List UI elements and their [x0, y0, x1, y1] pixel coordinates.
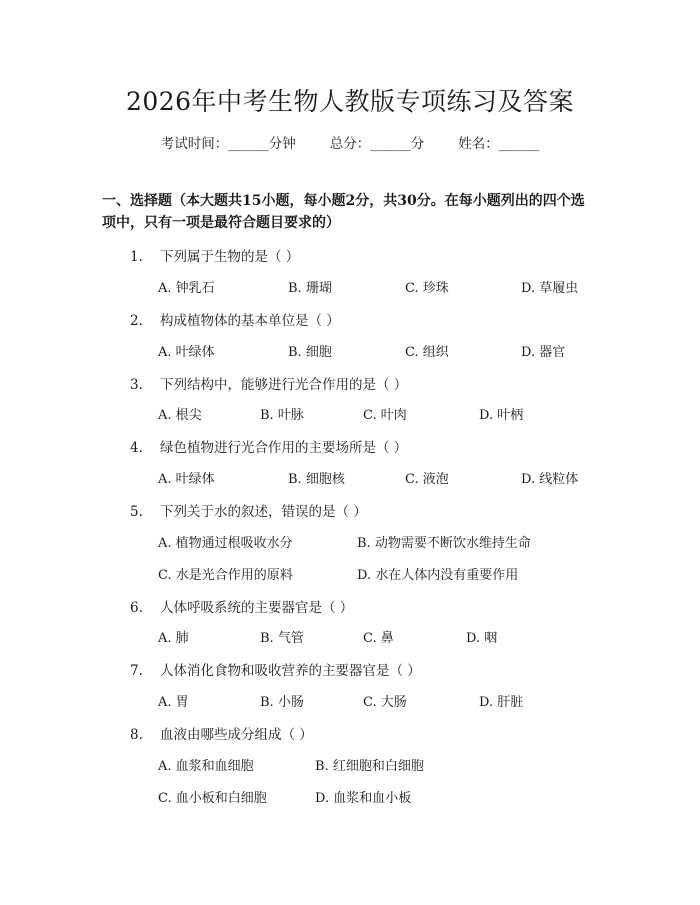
question-7 — [130, 659, 421, 679]
question-5 — [130, 500, 367, 520]
q7-option-c: C. 大肠 — [363, 695, 407, 710]
question-number: 1. — [130, 249, 143, 265]
q7-option-b: B. 小肠 — [260, 695, 304, 710]
question-text: 血液由哪些成分组成（ ） — [160, 727, 313, 743]
q1-option-a: A. 钟乳石 — [158, 281, 215, 296]
question-number: 2. — [130, 313, 143, 329]
q6-option-c: C. 鼻 — [363, 631, 394, 646]
exam-time-field: 考试时间：______分钟 — [160, 136, 296, 152]
q2-option-c: C. 组织 — [405, 345, 449, 360]
question-1 — [130, 245, 299, 265]
q5-option-b: B. 动物需要不断饮水维持生命 — [357, 536, 531, 551]
question-number: 5. — [130, 504, 143, 520]
question-text: 下列关于水的叙述，错误的是（ ） — [160, 504, 367, 520]
question-text: 人体消化食物和吸收营养的主要器官是（ ） — [160, 663, 421, 679]
q4-option-d: D. 线粒体 — [521, 472, 579, 487]
q1-option-c: C. 珍珠 — [405, 281, 449, 296]
question-number: 8. — [130, 727, 143, 743]
question-text: 下列结构中，能够进行光合作用的是（ ） — [160, 377, 408, 393]
q4-option-a: A. 叶绿体 — [158, 472, 215, 487]
q6-option-d: D. 咽 — [466, 631, 498, 646]
q8-option-c: C. 血小板和白细胞 — [158, 791, 267, 806]
q7-option-a: A. 胃 — [158, 695, 189, 710]
page-title: 2026年中考生物人教版专项练习及答案 — [125, 87, 575, 116]
question-3 — [130, 373, 407, 393]
q1-option-d: D. 草履虫 — [521, 281, 579, 296]
q3-option-a: A. 根尖 — [158, 408, 202, 423]
question-text: 人体呼吸系统的主要器官是（ ） — [160, 600, 354, 616]
section-heading-line-2: 项中，只有一项是最符合题目要求的） — [102, 215, 340, 231]
question-number: 4. — [130, 440, 143, 456]
q2-option-d: D. 器官 — [521, 345, 566, 360]
q5-option-c: C. 水是光合作用的原料 — [158, 568, 293, 583]
q8-option-d: D. 血浆和血小板 — [315, 791, 412, 806]
name-field: 姓名：______ — [458, 136, 540, 152]
question-text: 下列属于生物的是（ ） — [160, 249, 300, 265]
q7-option-d: D. 肝脏 — [479, 695, 524, 710]
q8-option-b: B. 红细胞和白细胞 — [315, 759, 424, 774]
q6-option-b: B. 气管 — [260, 631, 304, 646]
q3-option-d: D. 叶柄 — [479, 408, 524, 423]
q3-option-c: C. 叶肉 — [363, 408, 407, 423]
exam-info-line — [0, 132, 700, 152]
question-2 — [130, 309, 340, 329]
question-6 — [130, 596, 353, 616]
q6-option-a: A. 肺 — [158, 631, 189, 646]
section-heading-line-1: 一、选择题（本大题共15小题，每小题2分，共30分。在每小题列出的四个选 — [102, 193, 585, 209]
question-4 — [130, 436, 407, 456]
question-text: 构成植物体的基本单位是（ ） — [160, 313, 340, 329]
q1-option-b: B. 珊瑚 — [288, 281, 332, 296]
question-8 — [130, 723, 313, 743]
q4-option-c: C. 液泡 — [405, 472, 449, 487]
q2-option-b: B. 细胞 — [288, 345, 332, 360]
q2-option-a: A. 叶绿体 — [158, 345, 215, 360]
q5-option-a: A. 植物通过根吸收水分 — [158, 536, 293, 551]
section-heading — [102, 190, 602, 234]
q8-option-a: A. 血浆和血细胞 — [158, 759, 254, 774]
q3-option-b: B. 叶脉 — [260, 408, 304, 423]
question-number: 7. — [130, 663, 143, 679]
question-text: 绿色植物进行光合作用的主要场所是（ ） — [160, 440, 408, 456]
q4-option-b: B. 细胞核 — [288, 472, 345, 487]
total-score-field: 总分：______分 — [329, 136, 425, 152]
q5-option-d: D. 水在人体内没有重要作用 — [357, 568, 519, 583]
question-number: 3. — [130, 377, 143, 393]
question-number: 6. — [130, 600, 143, 616]
